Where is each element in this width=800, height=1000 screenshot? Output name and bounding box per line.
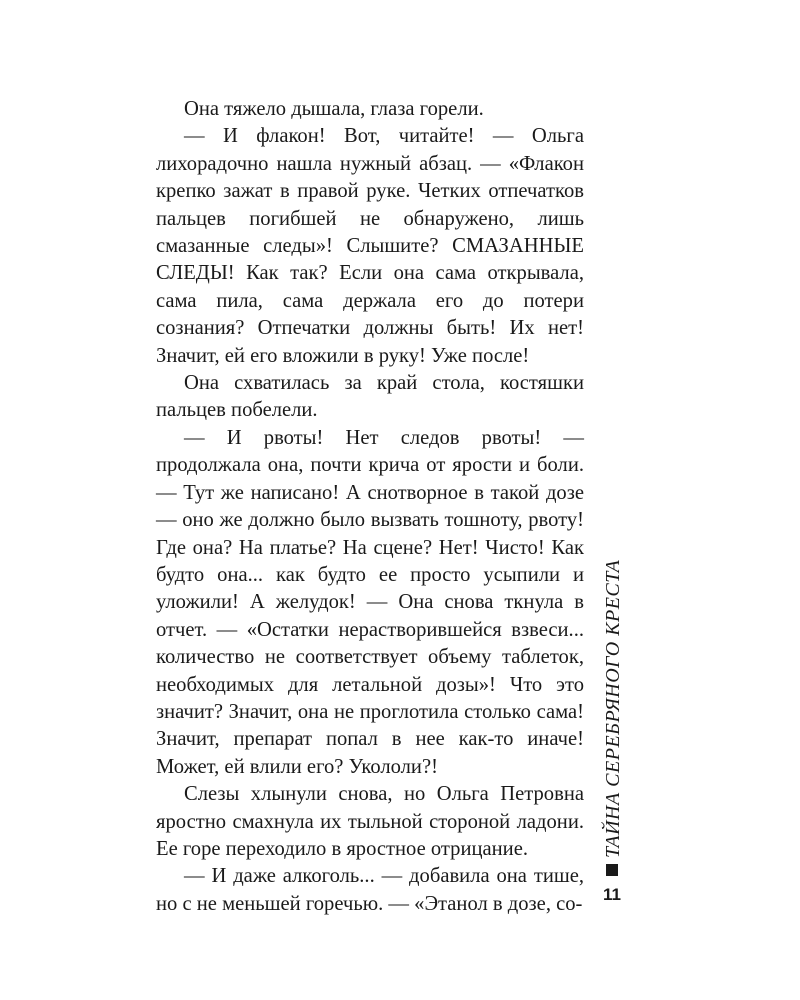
- paragraph-4: — И рвоты! Нет следов рвоты! — продолжала она, почти крича от ярости и боли. — Тут же написано! А снотворное в такой дозе — оно же должно было вызвать тошноту, рвоту! Где она? На платье? На сцене? Нет! Чисто! Как будто она... как будто ее просто усыпили и уложили! А желудок! — Она снова ткнула в отчет. — «Остатки нерастворившейся взвеси... количество не соответствует объему таблеток, необходимых для летальной дозы»! Что это значит? Значит, она не проглотила столько сама! Значит, препарат попал в нее как-то иначе! Может, ей влили его? Укололи?!: [156, 426, 584, 778]
- paragraph-1: Она тяжело дышала, глаза горели.: [184, 98, 484, 120]
- paragraph-6: — И даже алкоголь... — добавила она тише, но с не меньшей горечью. — «Этанол в дозе, со-: [156, 865, 584, 915]
- paragraph-2: — И флакон! Вот, читайте! — Ольга лихорадочно нашла нужный абзац. — «Флакон крепко зажат в правой руке. Четких отпечатков пальцев погибшей не обнаружено, лишь смазанные следы»! Слышите? СМАЗАННЫЕ СЛЕДЫ! Как так? Если она сама открывала, сама пила, сама держала его до потери сознания? Отпечатки должны быть! Их нет! Значит, ей его вложили в руку! Уже после!: [156, 125, 584, 367]
- page-number: 11: [603, 885, 621, 904]
- body-text: [156, 96, 584, 918]
- running-title: ТАЙНА СЕРЕБРЯНОГО КРЕСТА: [602, 559, 624, 858]
- paragraph-3: Она схватилась за край стола, костяшки пальцев побелели.: [156, 372, 584, 422]
- square-marker-icon: [606, 864, 618, 876]
- paragraph-5: Слезы хлынули снова, но Ольга Петровна яростно смахнула их тыльной стороной ладони. Ее горе переходило в яростное отрицание.: [156, 783, 584, 860]
